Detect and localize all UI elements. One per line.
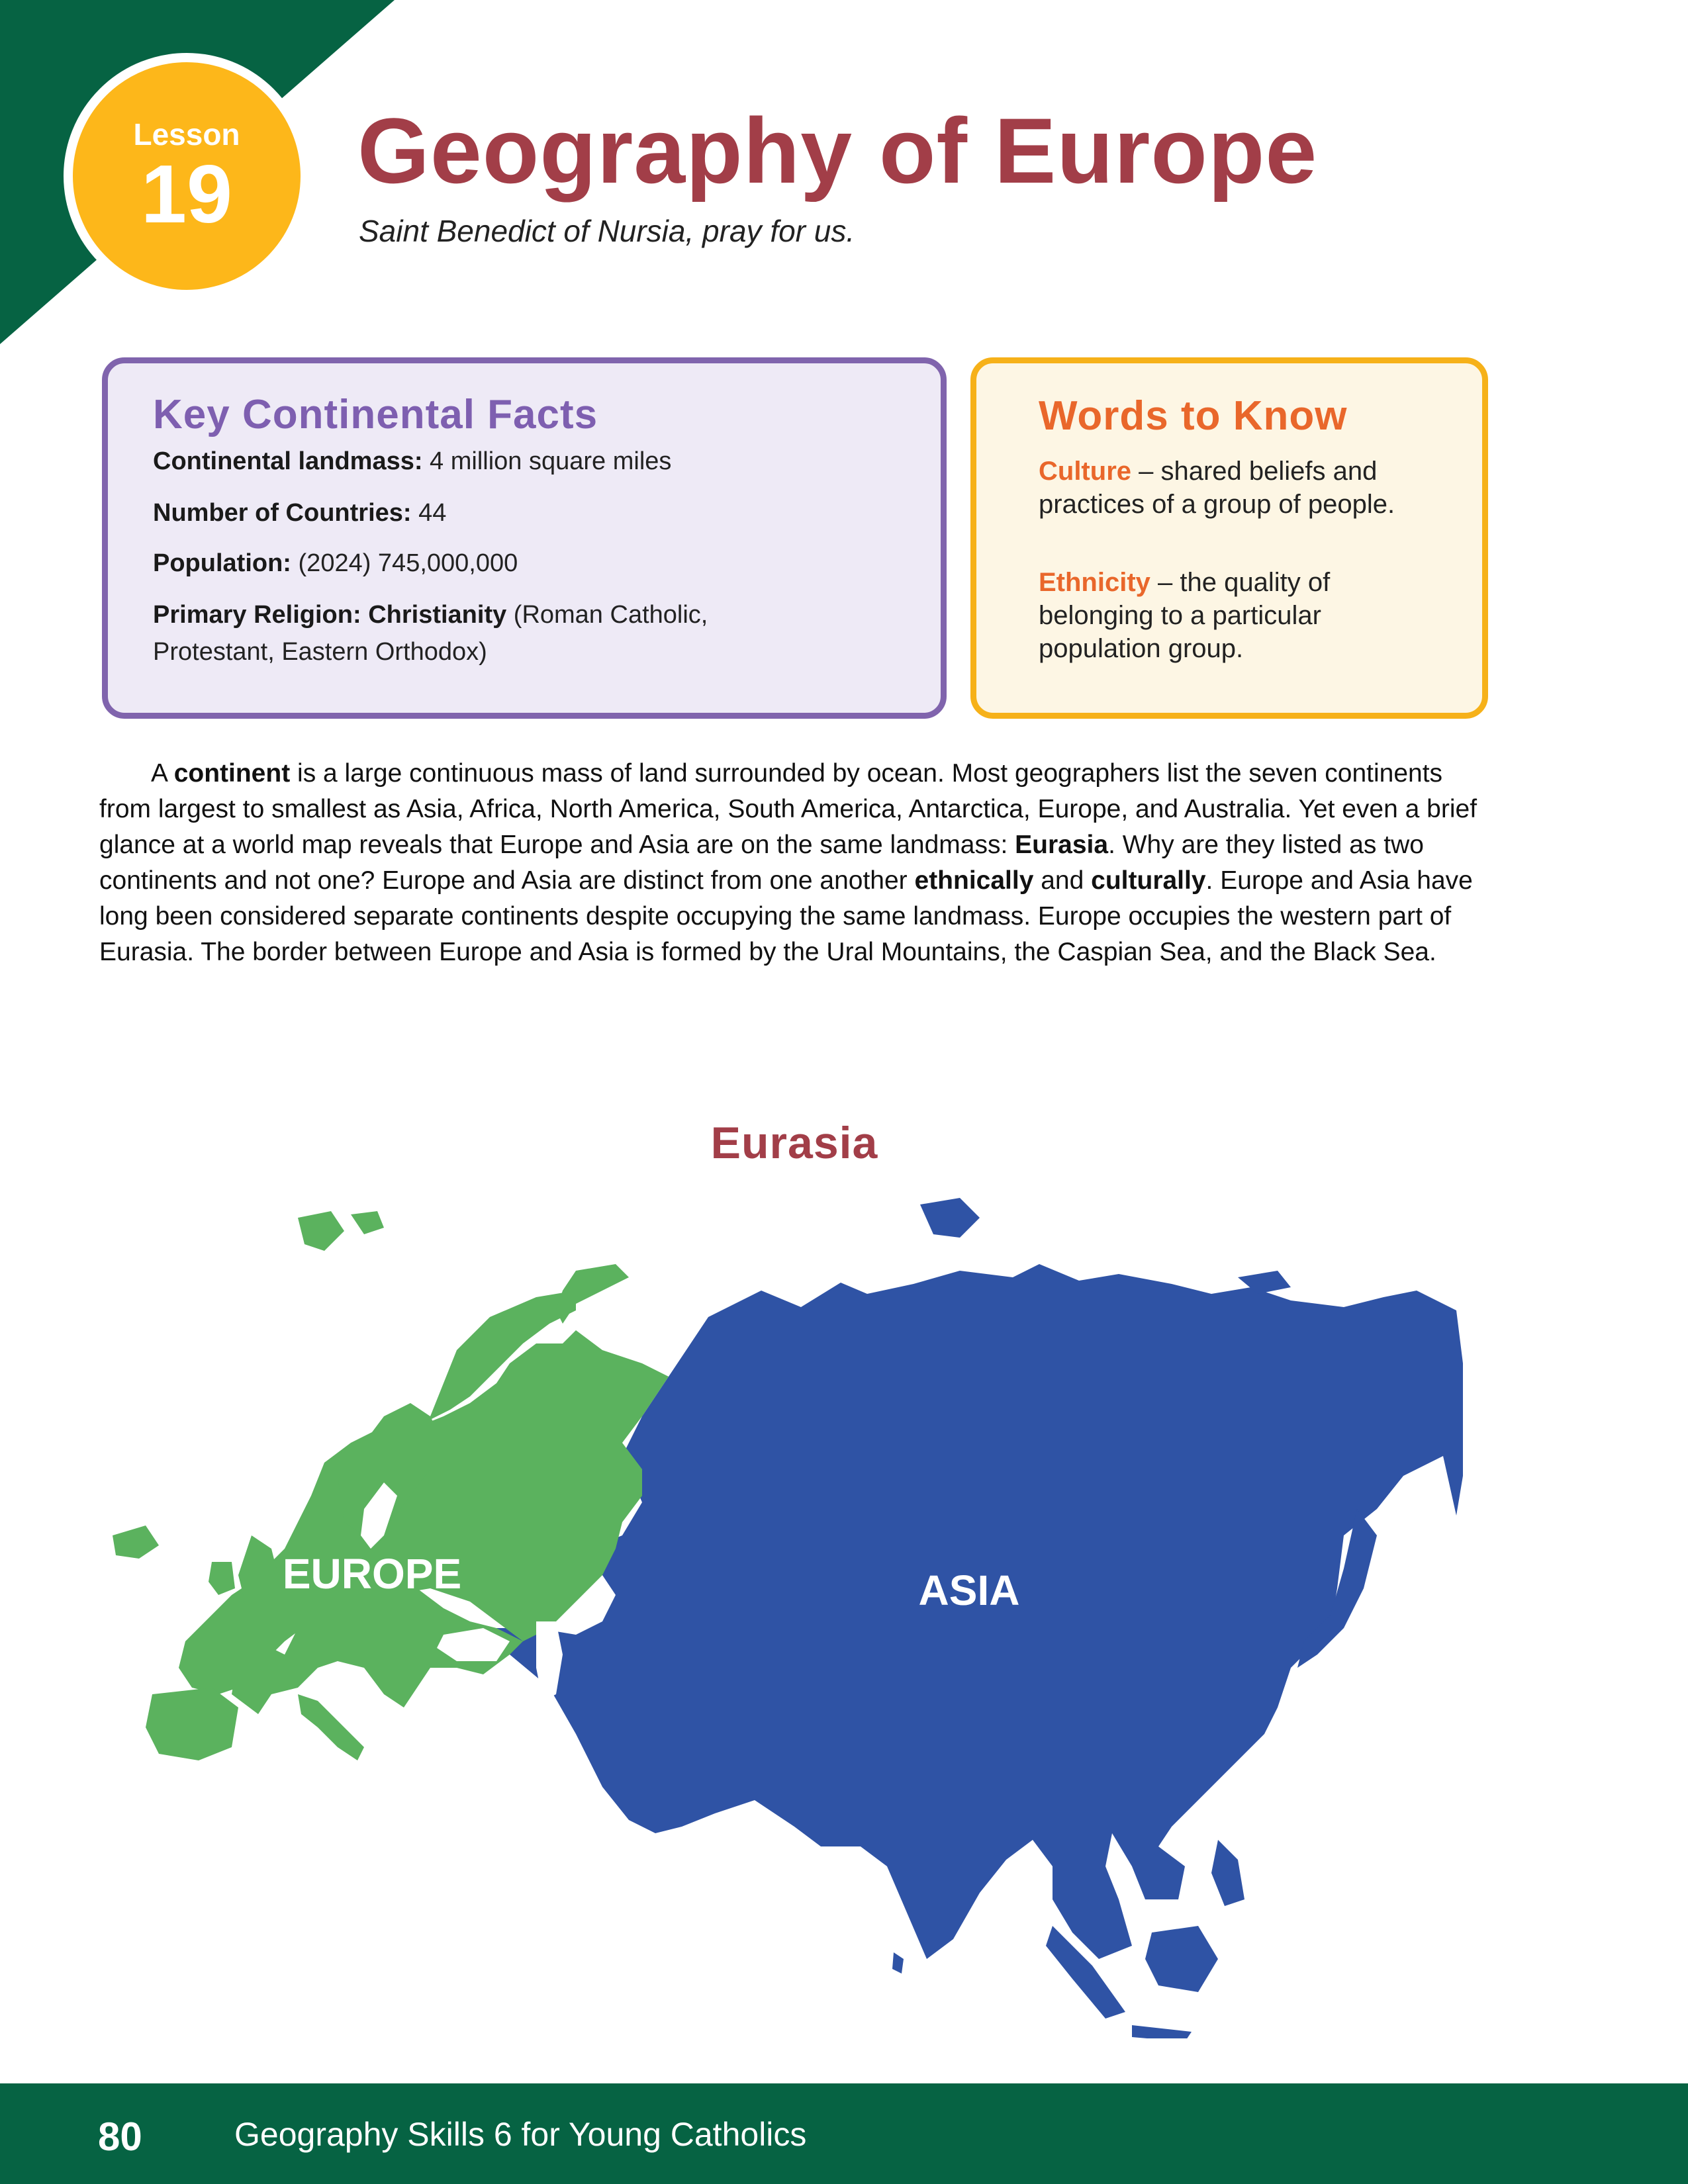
asia-label: ASIA [918, 1567, 1020, 1614]
fact-religion [153, 596, 708, 670]
lesson-number: 19 [141, 149, 232, 240]
fact-label: Primary Religion: Christianity [153, 601, 507, 629]
term-eurasia: Eurasia [1015, 831, 1109, 859]
fact-value: 44 [411, 499, 447, 527]
sri-lanka-island [892, 1952, 904, 1974]
fact-value: 4 million square miles [422, 447, 672, 475]
key-facts-box [102, 357, 947, 719]
borneo-island [1145, 1926, 1218, 1992]
word-definition: – the quality of belonging to a particular population group. [1039, 568, 1331, 663]
fact-value: Protestant, Eastern Orthodox) [153, 638, 487, 666]
map-title: Eurasia [710, 1118, 878, 1168]
page-subtitle: Saint Benedict of Nursia, pray for us. [359, 214, 855, 248]
fact-label: Continental landmass: [153, 447, 423, 475]
fact-value: (2024) 745,000,000 [291, 549, 518, 577]
europe-label: EUROPE [282, 1550, 462, 1598]
words-to-know-box [970, 357, 1488, 719]
book-title: Geography Skills 6 for Young Catholics [234, 2116, 807, 2153]
italy-peninsula [298, 1694, 364, 1760]
key-facts-title: Key Continental Facts [153, 392, 598, 437]
term-ethnically: ethnically [914, 866, 1034, 895]
body-text: and [1033, 866, 1092, 895]
fact-population [153, 545, 518, 582]
fact-landmass [153, 443, 671, 480]
severnaya-zemlya-island [920, 1198, 980, 1238]
body-text: A [151, 759, 174, 788]
term-culturally: culturally [1091, 866, 1206, 895]
body-text: . Why are they listed as two continents and not one? Europe and Asia are distinct from one another [99, 831, 1424, 895]
word-entry-culture [1039, 455, 1436, 521]
iberia-peninsula [146, 1688, 238, 1760]
eurasia-map [99, 1165, 1470, 2038]
footer-bar [0, 2083, 1688, 2184]
svalbard-island [298, 1211, 344, 1251]
body-text: is a large continuous mass of land surrounded by ocean. Most geographers list the seven continents from largest to smallest as Asia, Africa, North America, South America, Antarctica, Europe, and Australia. Yet even a brief glance at a world map reveals that Europe and Asia are on the same landmass: [99, 759, 1477, 859]
words-to-know-title: Words to Know [1039, 393, 1348, 439]
java-island [1132, 2025, 1192, 2038]
ireland-island [209, 1562, 235, 1595]
term-continent: continent [173, 759, 291, 788]
word-definition: – shared beliefs and practices of a group of people. [1039, 457, 1395, 519]
word-term: Ethnicity [1039, 568, 1150, 597]
iceland-island [113, 1525, 159, 1559]
fact-label: Population: [153, 549, 291, 577]
body-paragraph [99, 756, 1496, 970]
page-title: Geography of Europe [357, 99, 1318, 203]
lesson-label: Lesson [133, 117, 240, 152]
svalbard-island-2 [351, 1211, 384, 1234]
fact-value: (Roman Catholic, [506, 601, 708, 629]
word-term: Culture [1039, 457, 1131, 486]
novaya-zemlya-island [556, 1264, 629, 1324]
lesson-badge [64, 53, 310, 299]
word-entry-ethnicity [1039, 566, 1436, 665]
philippines-island [1211, 1840, 1244, 1906]
fact-countries [153, 494, 446, 531]
body-text: . Europe and Asia have long been considered separate continents despite occupying the same landmass. Europe occupies the western part of Eurasia. The border between Europe and Asia is formed by the Ural Mountains, the Caspian Sea, and the Black Sea. [99, 866, 1473, 966]
page-number: 80 [98, 2115, 142, 2159]
fact-label: Number of Countries: [153, 499, 412, 527]
